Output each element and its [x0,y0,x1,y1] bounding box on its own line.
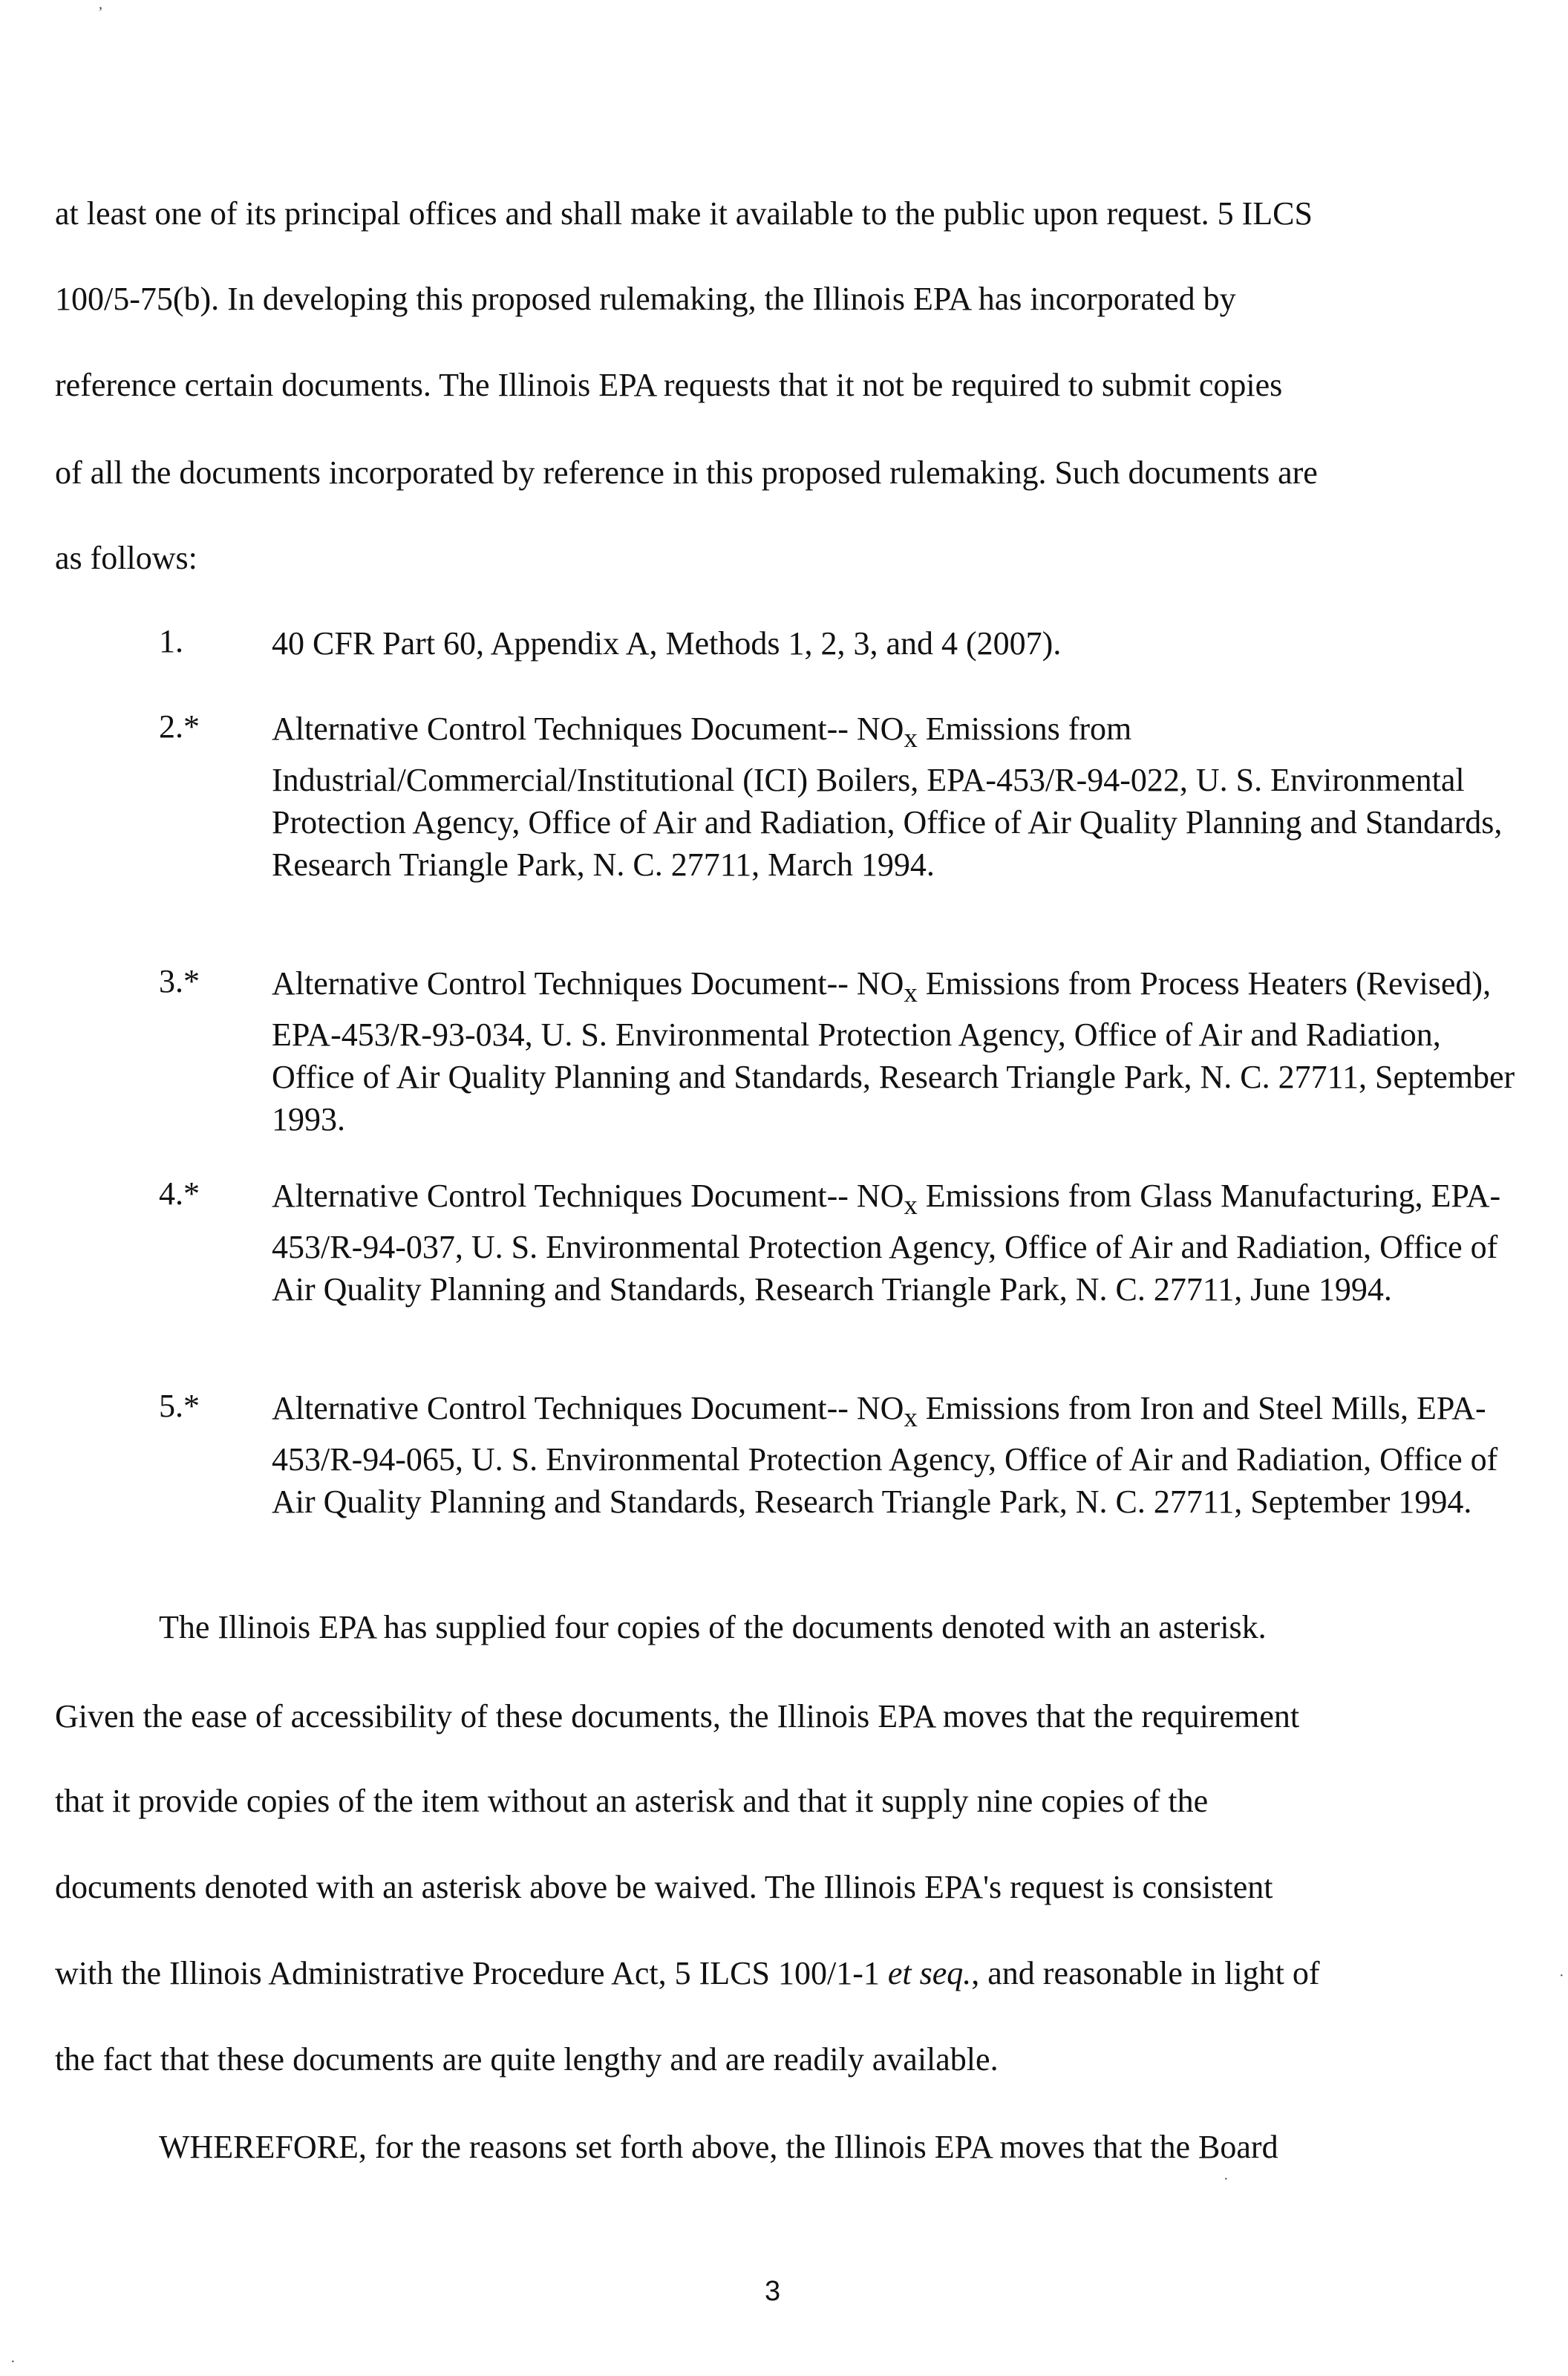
body-line: WHEREFORE, for the reasons set forth above, the Illinois EPA moves that the Board [159,2129,1278,2165]
body-line: at least one of its principal offices and shall make it available to the public upon request. 5 ILCS [55,195,1313,232]
list-item-number: 4.* [159,1175,200,1212]
body-line: Given the ease of accessibility of these documents, the Illinois EPA moves that the requirement [55,1698,1300,1734]
list-item-text: 40 CFR Part 60, Appendix A, Methods 1, 2, 3, and 4 (2007). [272,625,1062,662]
body-line: 100/5-75(b). In developing this proposed rulemaking, the Illinois EPA has incorporated by [55,281,1236,317]
list-item-number: 1. [159,623,183,659]
body-line: documents denoted with an asterisk above be waived. The Illinois EPA's request is consistent [55,1869,1273,1905]
body-line: the fact that these documents are quite lengthy and are readily available. [55,2041,999,2078]
page-number: 3 [765,2276,781,2307]
list-item-text: Alternative Control Techniques Document-- $NO_x$ Emissions from Process Heaters (Revised), EPA-453/R-93-034, U. S. Environmental Protection Agency, Office of Air and Radiation, Office of Air Quality Planning and Standards, Research Triangle Park, N. C. 27711, September 1993. [272,965,1515,1138]
scan-speck: ʼ [98,4,103,21]
list-item-text: Alternative Control Techniques Document-- $NO_x$ Emissions from Glass Manufacturing, EPA-453/R-94-037, U. S. Environmental Protection Agency, Office of Air and Radiation, Office of Air Quality Planning and Standards, Research Triangle Park, N. C. 27711, June 1994. [272,1178,1501,1308]
body-line: reference certain documents. The Illinois EPA requests that it not be required to submit copies [55,367,1283,403]
list-item-number: 3.* [159,963,200,999]
body-line: The Illinois EPA has supplied four copies of the documents denoted with an asterisk. [159,1609,1267,1645]
body-line: with the Illinois Administrative Procedure Act, 5 ILCS 100/1-1 et seq., and reasonable in light of [55,1955,1320,1991]
scan-speck: · [1559,1968,1564,1984]
body-line: that it provide copies of the item without an asterisk and that it supply nine copies of the [55,1783,1209,1819]
list-item-text: Alternative Control Techniques Document-- $NO_x$ Emissions from Iron and Steel Mills, EPA-453/R-94-065, U. S. Environmental Protection Agency, Office of Air and Radiation, Office of Air Quality Planning and Standards, Research Triangle Park, N. C. 27711, September 1994. [272,1390,1498,1520]
list-item-number: 2.* [159,708,200,745]
list-item-text: Alternative Control Techniques Document-- $NO_x$ Emissions from Industrial/Commercial/Institutional (ICI) Boilers, EPA-453/R-94-022, U. S. Environmental Protection Agency, Office of Air and Radiation, Office of Air Quality Planning and Standards, Research Triangle Park, N. C. 27711, March 1994. [272,711,1503,883]
scan-speck: · [1224,2171,1229,2187]
body-line: as follows: [55,540,197,576]
scan-speck: · [10,2354,16,2370]
list-item-number: 5.* [159,1388,200,1424]
body-line: of all the documents incorporated by reference in this proposed rulemaking. Such documents are [55,454,1318,491]
